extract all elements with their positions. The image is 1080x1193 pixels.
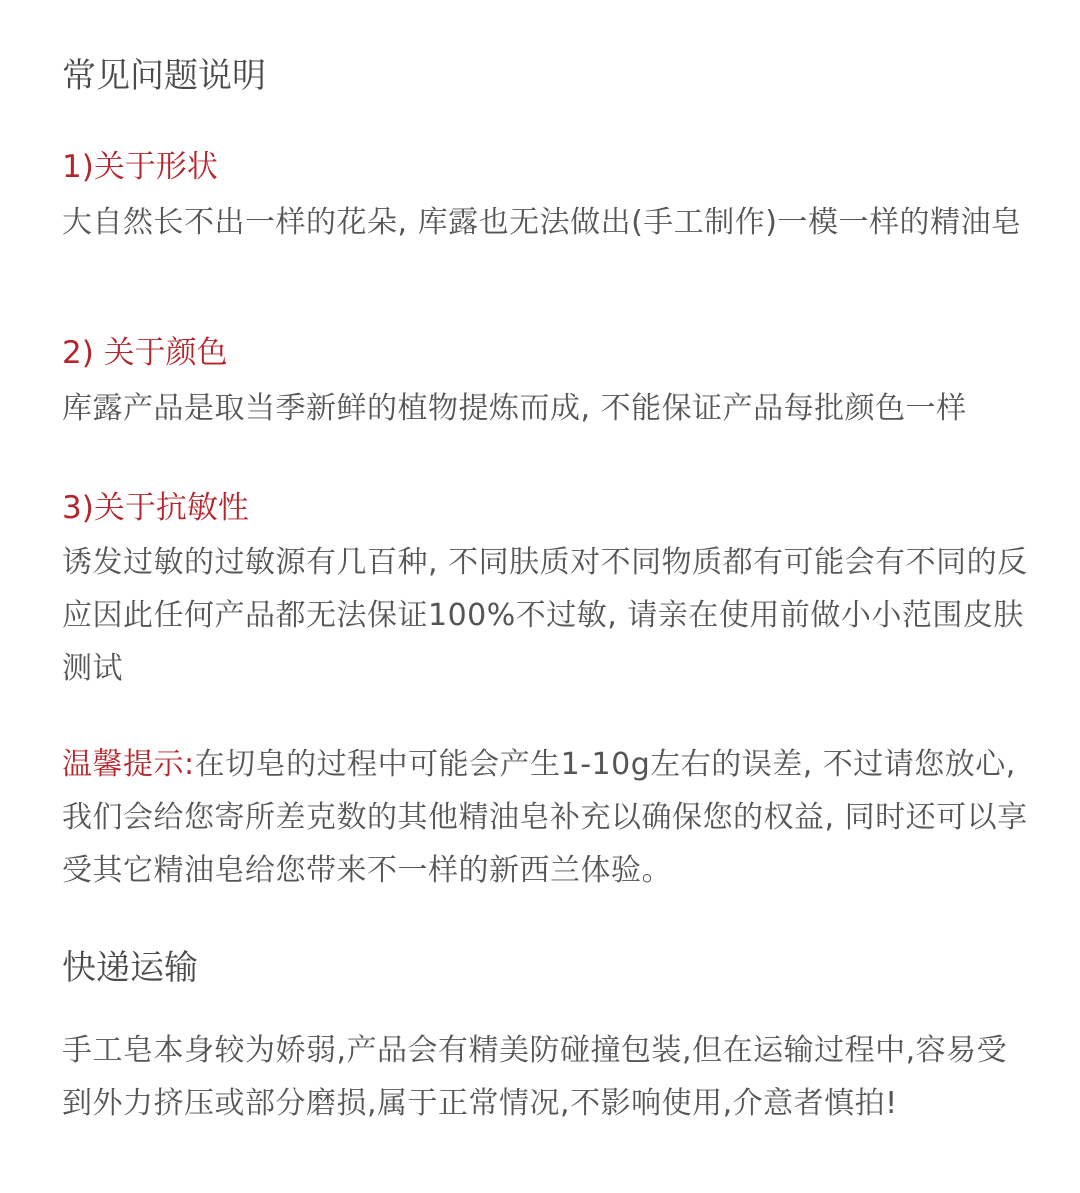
tip-label: 温馨提示: [62,747,195,782]
tip-paragraph [62,738,1032,897]
section-heading-shape: 1)关于形状 [62,149,218,185]
section-text-shape: 大自然长不出一样的花朵, 库露也无法做出(手工制作)一模一样的精油皂 [62,205,1022,240]
shipping-title: 快递运输 [62,948,198,988]
section-text-color: 库露产品是取当季新鲜的植物提炼而成, 不能保证产品每批颜色一样 [62,391,967,426]
faq-title: 常见问题说明 [62,56,266,96]
shipping-text: 手工皂本身较为娇弱,产品会有精美防碰撞包装,但在运输过程中,容易受到外力挤压或部分磨损,属于正常情况,不影响使用,介意者慎拍! [62,1033,1008,1121]
section-text-allergy: 诱发过敏的过敏源有几百种, 不同肤质对不同物质都有可能会有不同的反应因此任何产品都无法保证100%不过敏, 请亲在使用前做小小范围皮肤测试 [62,545,1028,686]
section-heading-allergy: 3)关于抗敏性 [62,490,249,526]
section-heading-color: 2) 关于颜色 [62,335,228,371]
tip-text: 在切皂的过程中可能会产生1-10g左右的误差, 不过请您放心,我们会给您寄所差克数的其他精油皂补充以确保您的权益, 同时还可以享受其它精油皂给您带来不一样的新西兰体验。 [62,747,1028,888]
